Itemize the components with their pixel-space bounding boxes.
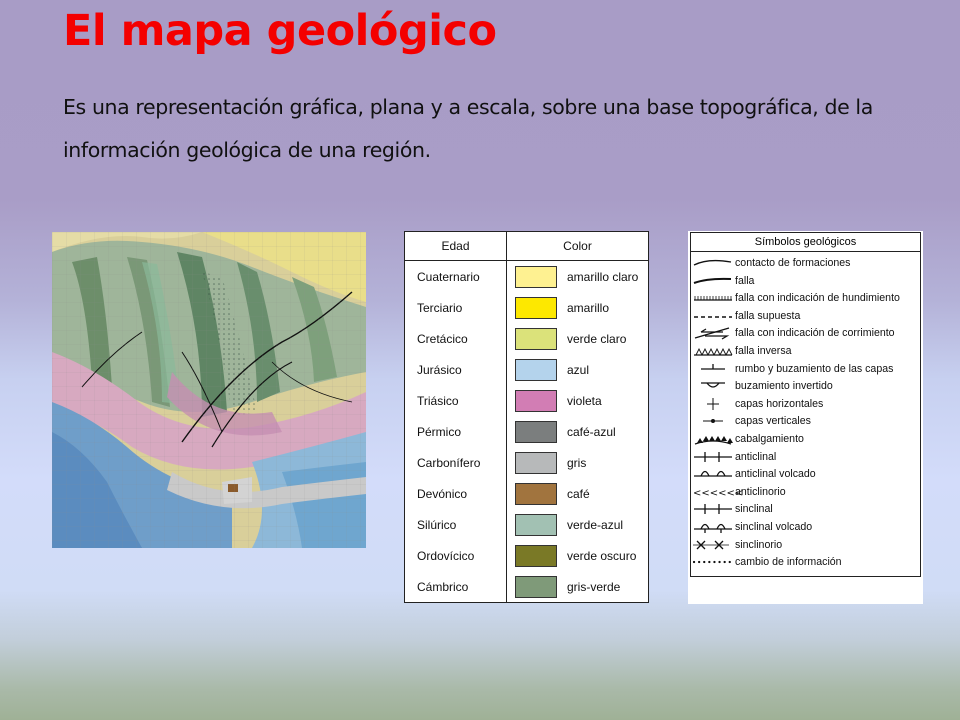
color-name: verde claro: [567, 331, 627, 346]
era-name: Cretácico: [405, 323, 507, 354]
color-name: verde-azul: [567, 517, 624, 532]
era-color-cell: [507, 416, 649, 447]
strike-slip-arrows-icon: [693, 326, 733, 340]
era-color-cell: [507, 323, 649, 354]
fault-subsidence-icon: [693, 291, 733, 305]
color-swatch: [515, 545, 557, 567]
symbol-row: [691, 519, 921, 537]
era-color-cell: [507, 261, 649, 293]
color-swatch: [515, 514, 557, 536]
era-color-cell: [507, 447, 649, 478]
symbol-label: falla inversa: [735, 345, 792, 357]
table-row: [405, 385, 649, 416]
color-name: gris-verde: [567, 579, 621, 594]
color-name: amarillo: [567, 300, 610, 315]
symbol-label: sinclinorio: [735, 538, 783, 551]
svg-text:<<<<<<: <<<<<<: [693, 487, 744, 499]
color-swatch: [515, 359, 557, 381]
thrust-teeth-icon: [693, 432, 733, 446]
symbol-row: [691, 361, 921, 379]
color-name: café-azul: [567, 424, 616, 439]
symbol-label: sinclinal: [735, 503, 773, 516]
symbol-row: [691, 396, 921, 414]
symbol-row: [691, 273, 921, 291]
table-row: [405, 416, 649, 447]
symbol-row: [691, 290, 921, 308]
table-row: [405, 571, 649, 603]
color-name: amarillo claro: [567, 269, 639, 284]
era-name: Jurásico: [405, 354, 507, 385]
era-name: Pérmico: [405, 416, 507, 447]
symbol-row: [691, 501, 921, 519]
header-edad: Edad: [405, 232, 507, 261]
anticline-icon: [693, 450, 733, 464]
plus-icon: [693, 397, 733, 411]
strike-dip-icon: [693, 362, 733, 376]
color-swatch: [515, 328, 557, 350]
table-row: [405, 261, 649, 293]
reverse-fault-icon: [693, 344, 733, 358]
color-name: azul: [567, 362, 590, 377]
era-color-cell: [507, 385, 649, 416]
geological-map-image: [52, 232, 366, 548]
symbol-row: [691, 325, 921, 343]
era-name: Carbonífero: [405, 447, 507, 478]
era-name: Ordovícico: [405, 540, 507, 571]
symbol-label: anticlinal volcado: [735, 468, 816, 481]
table-row: [405, 354, 649, 385]
era-color-cell: [507, 292, 649, 323]
overturned-syncline-icon: [693, 520, 733, 534]
color-swatch: [515, 421, 557, 443]
slide-title: El mapa geológico: [63, 6, 497, 56]
color-swatch: [515, 452, 557, 474]
symbol-row: [691, 466, 921, 484]
era-name: Cámbrico: [405, 571, 507, 603]
symbol-row: [691, 308, 921, 326]
table-row: [405, 292, 649, 323]
symbol-row: [691, 413, 921, 431]
era-color-cell: [507, 478, 649, 509]
table-row: [405, 323, 649, 354]
symbol-row: [691, 255, 921, 273]
symbol-label: buzamiento invertido: [735, 380, 833, 393]
symbol-label: falla supuesta: [735, 309, 801, 322]
symbol-label: sinclinal volcado: [735, 521, 813, 533]
symbols-title: Símbolos geológicos: [691, 233, 920, 252]
era-color-cell: [507, 509, 649, 540]
era-name: Triásico: [405, 385, 507, 416]
slide-body-text: Es una representación gráfica, plana y a escala, sobre una base topográfica, de la información geológica de una región.: [63, 95, 873, 162]
geological-symbols-panel: [688, 231, 923, 604]
contact-line-icon: [693, 256, 733, 270]
color-name: café: [567, 486, 590, 501]
overturned-anticline-icon: [693, 467, 733, 481]
chevrons-cross-icon: [693, 538, 733, 552]
dashed-line-icon: [693, 309, 733, 323]
table-row: [405, 478, 649, 509]
table-row: [405, 540, 649, 571]
symbol-label: falla con indicación de hundimiento: [735, 292, 900, 305]
symbol-row: [691, 343, 921, 361]
era-color-cell: [507, 354, 649, 385]
symbol-label: falla: [735, 274, 755, 287]
symbol-label: contacto de formaciones: [735, 257, 851, 269]
dotted-line-icon: [693, 555, 733, 569]
color-name: gris: [567, 455, 587, 470]
color-name: violeta: [567, 393, 602, 408]
symbol-label: capas verticales: [735, 415, 811, 428]
inverted-dip-icon: [693, 379, 733, 393]
fault-line-icon: [693, 274, 733, 288]
color-name: verde oscuro: [567, 548, 637, 563]
table-row: [405, 447, 649, 478]
symbol-label: anticlinorio: [735, 485, 786, 498]
symbol-row: [691, 554, 921, 572]
symbol-label: falla con indicación de corrimiento: [735, 327, 895, 340]
symbol-row: [691, 431, 921, 449]
symbol-row: [691, 378, 921, 396]
symbol-row: [691, 484, 921, 502]
era-name: Terciario: [405, 292, 507, 323]
symbol-row: [691, 449, 921, 467]
era-color-cell: [507, 540, 649, 571]
symbol-label: capas horizontales: [735, 397, 824, 410]
era-color-table: [404, 231, 649, 603]
symbol-label: cabalgamiento: [735, 433, 804, 445]
symbol-label: rumbo y buzamiento de las capas: [735, 362, 894, 375]
color-swatch: [515, 390, 557, 412]
color-swatch: [515, 297, 557, 319]
color-swatch: [515, 483, 557, 505]
symbol-label: anticlinal: [735, 450, 777, 463]
color-swatch: [515, 266, 557, 288]
era-name: Silúrico: [405, 509, 507, 540]
vertical-beds-icon: [693, 414, 733, 428]
era-name: Devónico: [405, 478, 507, 509]
color-swatch: [515, 576, 557, 598]
header-color: Color: [507, 232, 649, 261]
era-color-cell: [507, 571, 649, 603]
symbol-row: [691, 537, 921, 555]
table-row: [405, 509, 649, 540]
symbol-label: cambio de información: [735, 556, 842, 569]
chevrons-left-icon: [693, 485, 744, 499]
syncline-icon: [693, 502, 733, 516]
era-name: Cuaternario: [405, 261, 507, 293]
